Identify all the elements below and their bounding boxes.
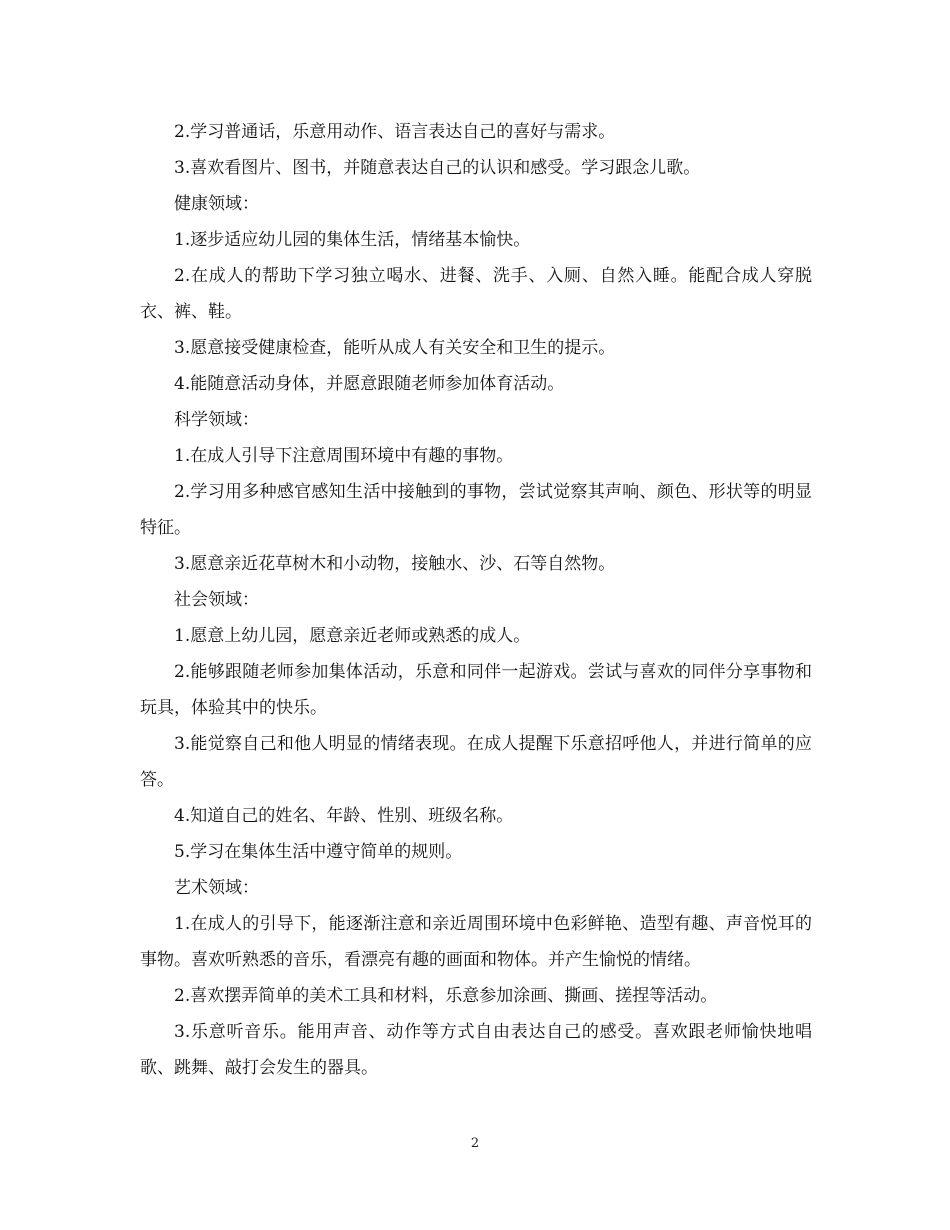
paragraph: 1.逐步适应幼儿园的集体生活，情绪基本愉快。 [174, 230, 531, 250]
paragraph: 3.愿意亲近花草树木和小动物，接触水、沙、石等自然物。 [174, 554, 616, 574]
page-number: 2 [470, 1136, 480, 1151]
paragraph: 4.知道自己的姓名、年龄、性别、班级名称。 [174, 806, 514, 826]
section-heading-health: 健康领域： [174, 194, 259, 214]
paragraph: 3.能觉察自己和他人明显的情绪表现。在成人提醒下乐意招呼他人，并进行简单的应答。 [140, 734, 812, 790]
paragraph: 1.愿意上幼儿园，愿意亲近老师或熟悉的成人。 [174, 626, 531, 646]
section-heading-art: 艺术领域： [174, 878, 259, 898]
paragraph: 2.在成人的帮助下学习独立喝水、进餐、洗手、入厕、自然入睡。能配合成人穿脱衣、裤、鞋。 [140, 266, 812, 322]
paragraph: 5.学习在集体生活中遵守简单的规则。 [174, 842, 463, 862]
paragraph: 2.能够跟随老师参加集体活动，乐意和同伴一起游戏。尝试与喜欢的同伴分享事物和玩具，体验其中的快乐。 [140, 662, 812, 718]
paragraph: 2.学习用多种感官感知生活中接触到的事物，尝试觉察其声响、颜色、形状等的明显特征。 [140, 482, 812, 538]
paragraph: 3.愿意接受健康检查，能听从成人有关安全和卫生的提示。 [174, 338, 616, 358]
section-heading-social: 社会领域： [174, 590, 259, 610]
section-heading-science: 科学领域： [174, 410, 259, 430]
document-body [140, 114, 812, 1086]
paragraph: 1.在成人的引导下，能逐渐注意和亲近周围环境中色彩鲜艳、造型有趣、声音悦耳的事物。喜欢听熟悉的音乐，看漂亮有趣的画面和物体。并产生愉悦的情绪。 [140, 914, 812, 970]
paragraph: 2.学习普通话，乐意用动作、语言表达自己的喜好与需求。 [174, 122, 616, 142]
paragraph: 2.喜欢摆弄简单的美术工具和材料，乐意参加涂画、撕画、搓捏等活动。 [174, 986, 718, 1006]
paragraph: 1.在成人引导下注意周围环境中有趣的事物。 [174, 446, 514, 466]
paragraph: 3.喜欢看图片、图书，并随意表达自己的认识和感受。学习跟念儿歌。 [174, 158, 701, 178]
paragraph: 4.能随意活动身体，并愿意跟随老师参加体育活动。 [174, 374, 565, 394]
paragraph: 3.乐意听音乐。能用声音、动作等方式自由表达自己的感受。喜欢跟老师愉快地唱歌、跳舞、敲打会发生的器具。 [140, 1022, 812, 1078]
